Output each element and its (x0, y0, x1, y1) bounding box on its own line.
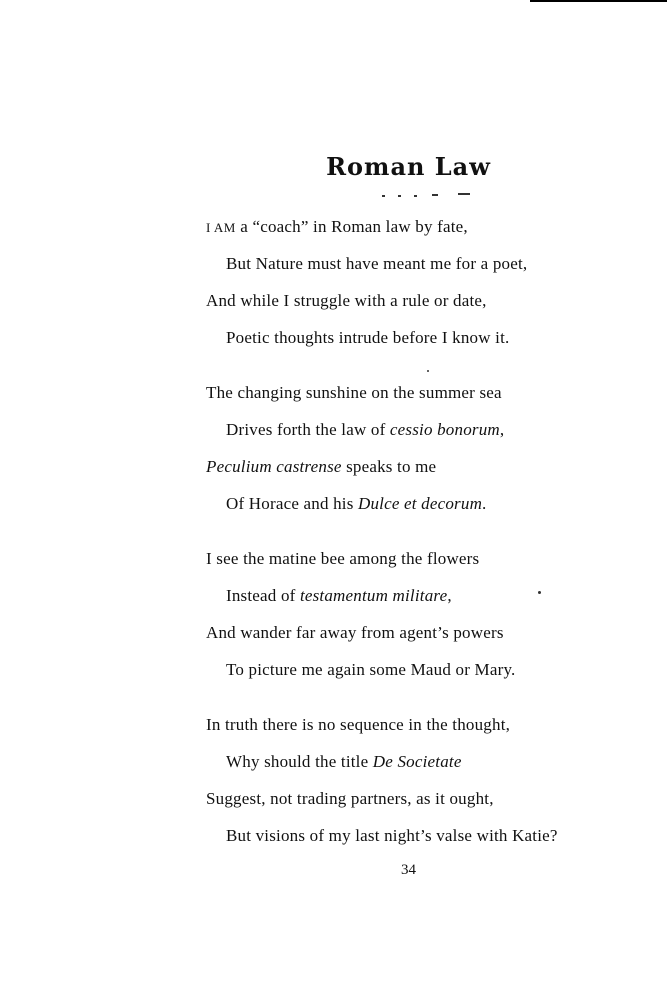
poem-line: I AM a “coach” in Roman law by fate, (206, 217, 468, 236)
small-caps-opening: I AM (206, 220, 236, 235)
poem-line: Poetic thoughts intrude before I know it. (226, 328, 510, 347)
poem-line: But Nature must have meant me for a poet, (226, 254, 528, 273)
latin-term: cessio bonorum (389, 420, 500, 439)
poem-line: Instead of testamentum militare, (226, 586, 452, 605)
latin-term: testamentum militare (299, 586, 448, 605)
title-ornament (368, 189, 478, 199)
page-number: 34 (401, 862, 416, 878)
page-title: Roman Law (326, 152, 491, 181)
latin-term: Peculium castrense (206, 457, 342, 476)
latin-term: De Societate (372, 752, 462, 771)
poem-line: Peculium castrense speaks to me (206, 457, 437, 476)
poem-line: But visions of my last night’s valse with Katie? (226, 826, 558, 845)
poem-line: In truth there is no sequence in the thought, (206, 715, 511, 734)
latin-term: Dulce et decorum (358, 494, 483, 513)
poem-line: Of Horace and his Dulce et decorum. (226, 494, 487, 513)
poem-line: The changing sunshine on the summer sea (206, 383, 502, 402)
scan-speck (427, 370, 429, 372)
poem-line: Drives forth the law of cessio bonorum, (226, 420, 505, 439)
poem-line: And wander far away from agent’s powers (206, 623, 504, 642)
poem-line: And while I struggle with a rule or date, (206, 291, 487, 310)
poem-line: Why should the title De Societate (226, 752, 462, 771)
poem-line: Suggest, not trading partners, as it ought, (206, 789, 494, 808)
poem-line: I see the matine bee among the flowers (206, 549, 480, 568)
scan-speck (538, 591, 541, 594)
scan-edge-rule (530, 0, 667, 2)
poem-line: To picture me again some Maud or Mary. (226, 660, 516, 679)
